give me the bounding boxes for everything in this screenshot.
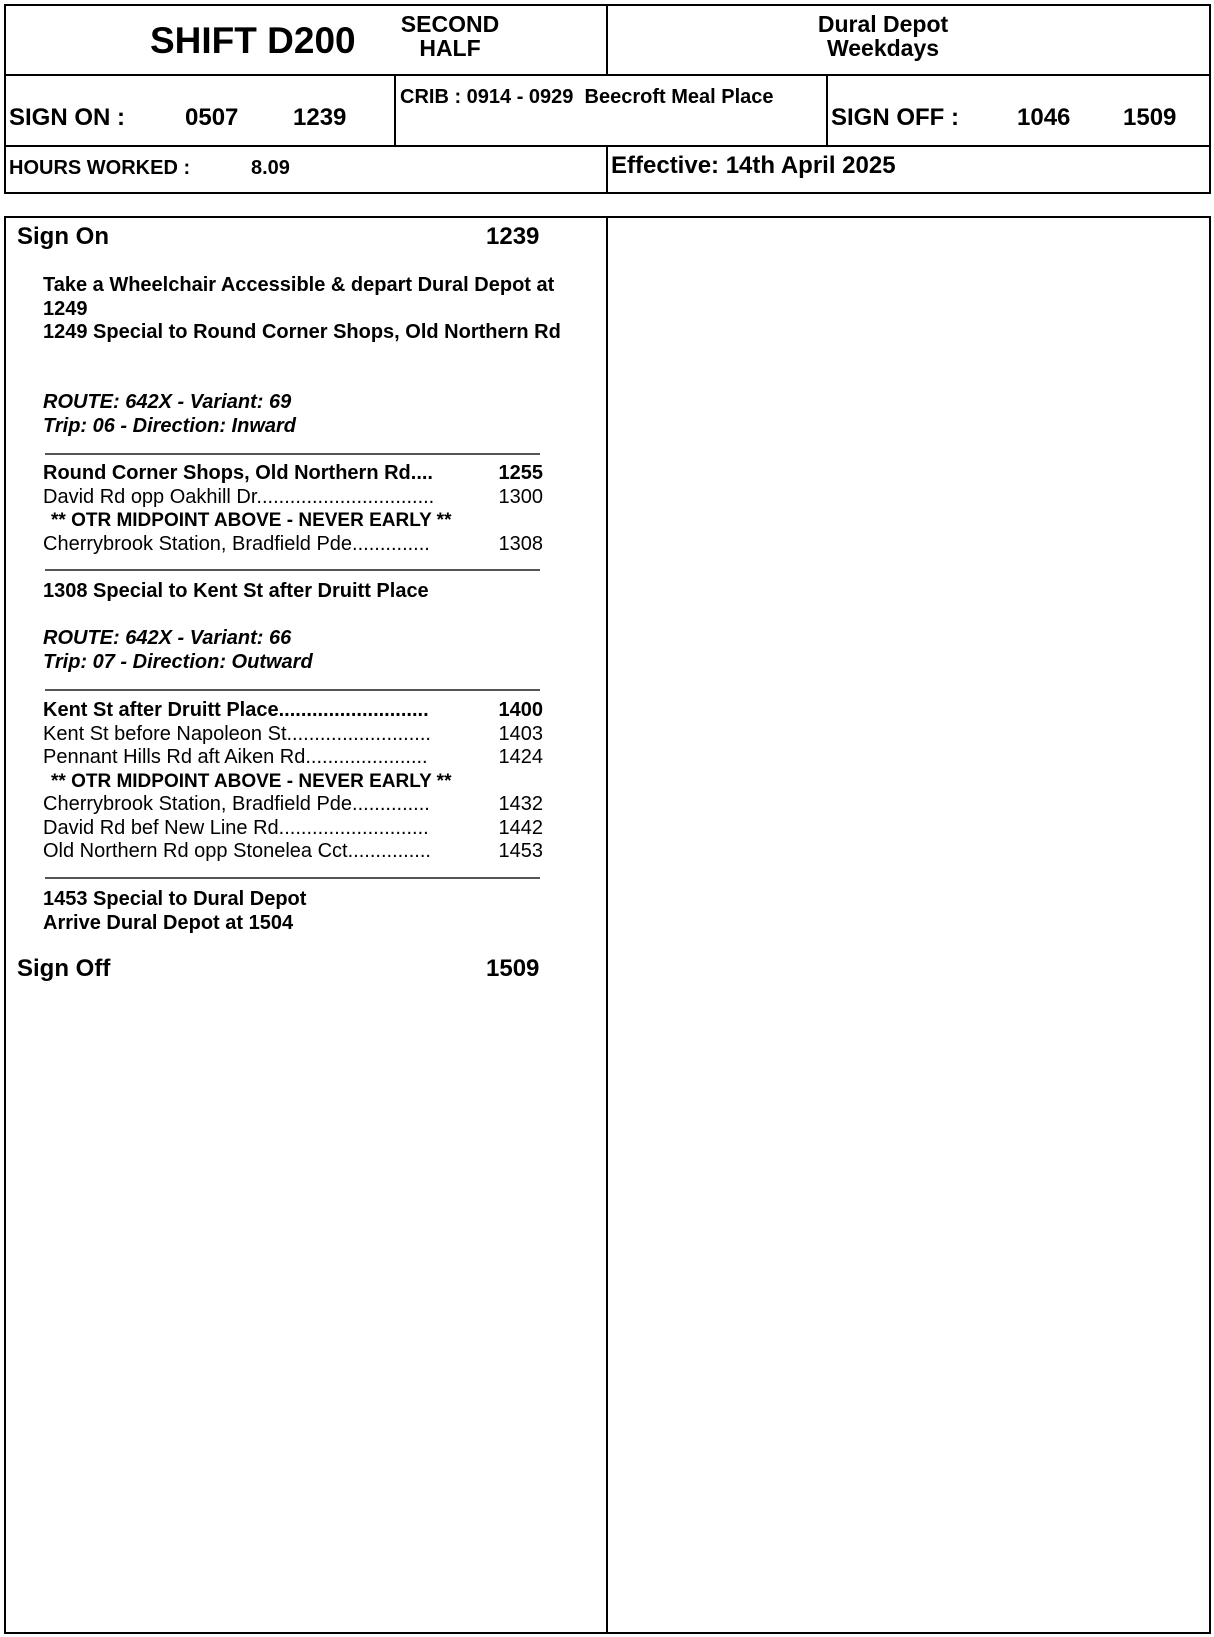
sign-on-time: 1239 — [486, 223, 540, 250]
stop-name: David Rd opp Oakhill Dr................................ — [43, 485, 435, 508]
stop-time: 1424 — [498, 746, 543, 768]
intro-depart: Take a Wheelchair Accessible & depart Dural Depot at 1249 — [43, 274, 555, 320]
hours-value: 8.09 — [251, 157, 290, 179]
day-type: Weekdays — [826, 35, 940, 61]
stop-name: David Rd bef New Line Rd........................... — [43, 816, 429, 839]
stop-row — [43, 723, 543, 747]
stop-time: 1442 — [498, 816, 543, 839]
stop-name: Kent St after Druitt Place........................... — [43, 699, 429, 721]
half-line1: SECOND — [400, 11, 500, 37]
sign-off-time-1: 1046 — [1017, 104, 1071, 131]
stop-time: 1453 — [498, 840, 543, 862]
divider — [394, 74, 396, 146]
stop-row — [43, 699, 543, 723]
separator — [45, 569, 540, 571]
sign-off-time-2: 1509 — [1123, 104, 1177, 131]
sign-on-time-2: 1239 — [293, 104, 347, 131]
sign-on-label: SIGN ON : — [9, 104, 126, 131]
stop-name: Kent St before Napoleon St.......................... — [43, 722, 431, 745]
depot-label — [608, 12, 1158, 60]
stop-name: Round Corner Shops, Old Northern Rd.... — [43, 462, 433, 484]
stop-row — [43, 486, 543, 510]
stop-row — [43, 746, 543, 770]
otr-midpoint-note: ** OTR MIDPOINT ABOVE - NEVER EARLY ** — [51, 770, 452, 792]
separator — [45, 453, 540, 455]
stop-time: 1403 — [498, 722, 543, 745]
depot-name: Dural Depot — [817, 11, 949, 37]
separator — [45, 877, 540, 879]
crib-info: CRIB : 0914 - 0929 Beecroft Meal Place — [400, 86, 774, 108]
trip2-trip: Trip: 07 - Direction: Outward — [43, 651, 313, 673]
trip1-trip: Trip: 06 - Direction: Inward — [43, 415, 296, 437]
trip2-route: ROUTE: 642X - Variant: 66 — [43, 627, 292, 649]
half-label — [395, 12, 505, 60]
stop-row — [43, 817, 543, 841]
stop-time: 1432 — [498, 793, 543, 815]
sign-on-heading: Sign On — [17, 223, 109, 250]
divider — [606, 145, 608, 194]
effective-date: Effective: 14th April 2025 — [611, 152, 896, 179]
sign-off-time: 1509 — [486, 955, 540, 982]
stop-row — [43, 533, 543, 557]
sign-off-heading: Sign Off — [17, 955, 111, 982]
stop-time: 1300 — [498, 485, 543, 508]
mid-special: 1308 Special to Kent St after Druitt Place — [43, 580, 429, 602]
trip2-stops — [43, 699, 543, 864]
stop-time: 1255 — [498, 462, 543, 484]
end-special: 1453 Special to Dural Depot — [43, 888, 307, 910]
half-line2: HALF — [419, 35, 481, 61]
trip1-stops — [43, 462, 543, 556]
stop-name: Cherrybrook Station, Bradfield Pde.............. — [43, 793, 430, 815]
sign-off-label: SIGN OFF : — [831, 104, 959, 131]
otr-midpoint-note: ** OTR MIDPOINT ABOVE - NEVER EARLY ** — [51, 510, 452, 531]
divider — [826, 74, 828, 146]
arrive-depot: Arrive Dural Depot at 1504 — [43, 912, 294, 934]
stop-row — [43, 840, 543, 864]
stop-time: 1400 — [498, 699, 543, 721]
intro-special: 1249 Special to Round Corner Shops, Old Northern Rd — [43, 321, 561, 343]
sign-on-time-1: 0507 — [185, 104, 239, 131]
stop-name: Pennant Hills Rd aft Aiken Rd...................... — [43, 746, 428, 768]
stop-name: Old Northern Rd opp Stonelea Cct............... — [43, 840, 431, 862]
stop-name: Cherrybrook Station, Bradfield Pde.............. — [43, 532, 430, 555]
stop-row — [43, 462, 543, 486]
stop-time: 1308 — [498, 532, 543, 555]
stop-row — [43, 793, 543, 817]
separator — [45, 689, 540, 691]
shift-title: SHIFT D200 — [150, 20, 356, 61]
trip1-route: ROUTE: 642X - Variant: 69 — [43, 391, 292, 413]
hours-label: HOURS WORKED : — [9, 157, 191, 179]
divider — [606, 216, 608, 1634]
